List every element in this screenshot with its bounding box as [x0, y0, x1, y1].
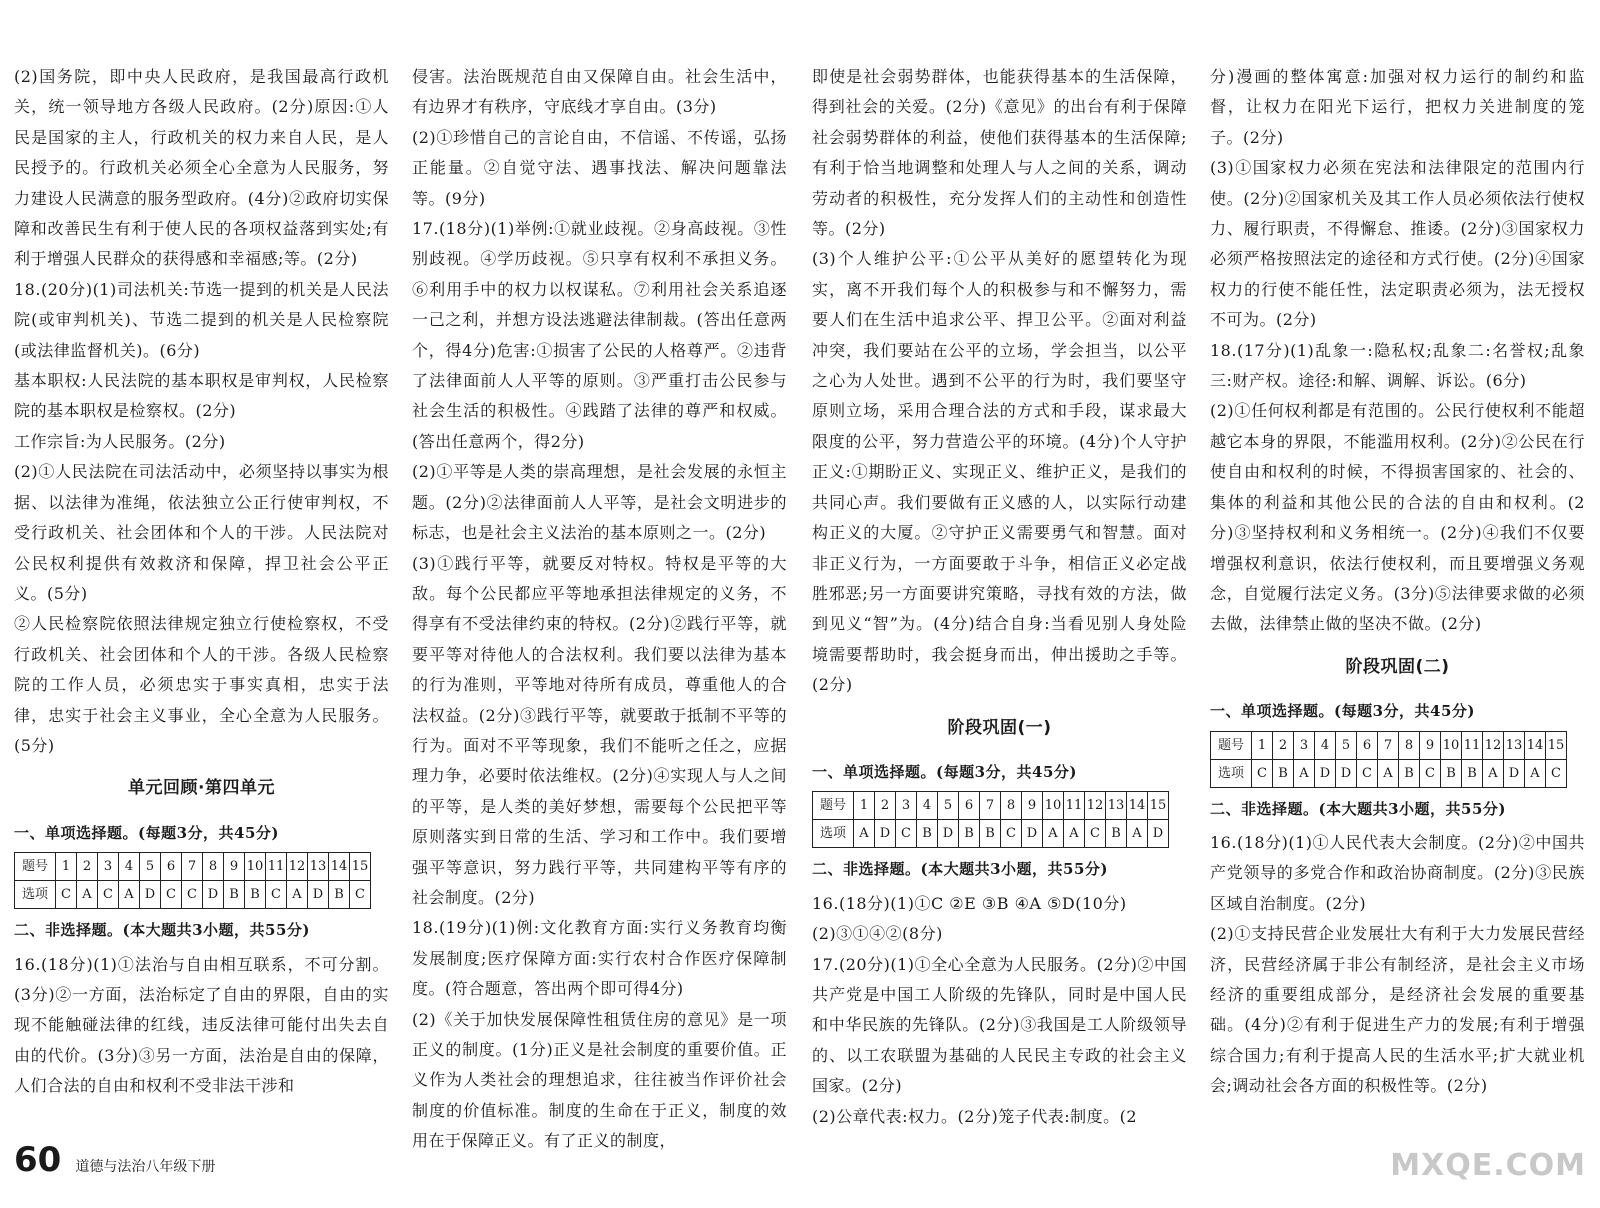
- question-number-cell: 3: [1294, 731, 1315, 759]
- answer-table: [812, 791, 1169, 848]
- paragraph: 基本职权:人民法院的基本职权是审判权，人民检察院的基本职权是检察权。(2分): [14, 371, 389, 421]
- answer-row-label: 选项: [1211, 759, 1252, 787]
- page-number: 60: [14, 1140, 62, 1180]
- question-number-cell: 4: [1315, 731, 1336, 759]
- paragraph: 即使是社会弱势群体，也能获得基本的生活保障，得到社会的关爱。(2分)《意见》的出台有利于保障社会弱势群体的利益，使他们获得基本的生活保障;有利于恰当地调整和处理人与人之间的关系，调动劳动者的积极性，充分发挥人们的主动性和创造性等。(2分): [812, 67, 1187, 239]
- question-number-row-label: 题号: [1211, 731, 1252, 759]
- paragraph: 17.(18分)(1)举例:①就业歧视。②身高歧视。③性别歧视。④学历歧视。⑤只享有权利不承担义务。⑥利用手中的权力以权谋私。⑦利用社会关系追逐一己之利，并想方设法逃避法律制裁。(答出任意两个，得4分)危害:①损害了公民的人格尊严。②违背了法律面前人人平等的原则。③严重打击公民参与社会生活的积极性。④践踏了法律的尊严和权威。(答出任意两个，得2分): [412, 219, 787, 451]
- watermark-logo: MXQE.COM: [1390, 1148, 1586, 1183]
- answer-cell: A: [1378, 759, 1399, 787]
- answer-cell: D: [203, 881, 224, 909]
- question-number-cell: 2: [77, 853, 98, 881]
- section-heading: 阶段巩固(一): [947, 717, 1052, 738]
- answer-cell: C: [896, 820, 917, 848]
- paragraph: (2)①珍惜自己的言论自由，不信谣、不传谣，弘扬正能量。②自觉守法、遇事找法、解决问题靠法等。(9分): [412, 127, 787, 208]
- question-number-cell: 14: [1525, 731, 1546, 759]
- question-number-cell: 11: [1064, 792, 1085, 820]
- paragraph: (2)①支持民营企业发展壮大有利于大力发展民营经济，民营经济属于非公有制经济，是社会主义市场经济的重要组成部分，是经济社会发展的重要基础。(4分)②有利于促进生产力的发展;有利于增强综合国力;有利于提高人民的生活水平;扩大就业机会;调动社会各方面的积极性等。(2分): [1210, 924, 1585, 1096]
- paragraph: 16.(18分)(1)①C ②E ③B ④A ⑤D(10分): [812, 893, 1127, 913]
- answer-cell: C: [1357, 759, 1378, 787]
- answer-cell: D: [1022, 820, 1043, 848]
- paragraph: (2)①人民法院在司法活动中，必须坚持以事实为根据、以法律为准绳，依法独立公正行使审判权，不受行政机关、社会团体和个人的干涉。人民法院对公民权利提供有效救济和保障，捍卫社会公平正义。(5分): [14, 462, 389, 603]
- answer-cell: A: [1064, 820, 1085, 848]
- question-number-row: [1211, 731, 1567, 759]
- paragraph: 17.(20分)(1)①全心全意为人民服务。(2分)②中国共产党是中国工人阶级的先锋队，同时是中国人民和中华民族的先锋队。(2分)③我国是工人阶级领导的、以工农联盟为基础的人民民主专政的社会主义国家。(2分): [812, 954, 1187, 1096]
- question-number-cell: 15: [350, 853, 371, 881]
- answer-cell: B: [245, 881, 266, 909]
- column-3: [812, 62, 1187, 1132]
- page-footer: [14, 1140, 215, 1180]
- answer-cell: C: [266, 881, 287, 909]
- answer-cell: B: [224, 881, 245, 909]
- paragraph: 18.(19分)(1)例:文化教育方面:实行义务教育均衡发展制度;医疗保障方面:实行农村合作医疗保障制度。(符合题意，答出两个即可得4分): [412, 918, 787, 999]
- question-number-cell: 1: [1252, 731, 1273, 759]
- question-number-cell: 9: [1022, 792, 1043, 820]
- answer-cell: D: [875, 820, 896, 848]
- question-number-cell: 13: [308, 853, 329, 881]
- section-heading: 阶段巩固(二): [1345, 656, 1450, 677]
- question-number-cell: 3: [896, 792, 917, 820]
- paragraph: ②人民检察院依照法律规定独立行使检察权，不受行政机关、社会团体和个人的干涉。各级人民检察院的工作人员，必须忠实于事实真相，忠实于法律，忠实于社会主义事业，全心全意为人民服务。(5分): [14, 614, 389, 755]
- paragraph: (2)《关于加快发展保障性租赁住房的意见》是一项正义的制度。(1分)正义是社会制度的重要价值。正义作为人类社会的理想追求，往往被当作评价社会制度的价值标准。制度的生命在于正义，制度的效用在于保障正义。有了正义的制度，: [412, 1009, 787, 1151]
- answer-table: [14, 852, 371, 909]
- answer-cell: B: [1399, 759, 1420, 787]
- question-number-cell: 10: [1043, 792, 1064, 820]
- section-title: 二、非选择题。(本大题共3小题，共55分): [812, 860, 1109, 879]
- answer-cell: C: [1546, 759, 1567, 787]
- column-1: [14, 62, 389, 1102]
- column-2: [412, 62, 787, 1157]
- paragraph: 16.(18分)(1)①法治与自由相互联系，不可分割。(3分)②一方面，法治标定了自由的界限，自由的实现不能触碰法律的红线，违反法律可能付出失去自由的代价。(3分)③另一方面，法治是自由的保障，人们合法的自由和权利不受非法干涉和: [14, 954, 389, 1096]
- question-number-row: [813, 792, 1169, 820]
- question-number-cell: 8: [1001, 792, 1022, 820]
- question-number-row-label: 题号: [15, 853, 56, 881]
- answer-cell: A: [1127, 820, 1148, 848]
- answer-cell: D: [1336, 759, 1357, 787]
- answer-cell: B: [959, 820, 980, 848]
- answer-cell: C: [98, 881, 119, 909]
- question-number-cell: 14: [1127, 792, 1148, 820]
- question-number-cell: 8: [203, 853, 224, 881]
- answer-cell: C: [1420, 759, 1441, 787]
- section-title: 一、单项选择题。(每题3分，共45分): [812, 762, 1078, 781]
- answer-row: [1211, 759, 1567, 787]
- question-number-cell: 7: [182, 853, 203, 881]
- section-title: 二、非选择题。(本大题共3小题，共55分): [14, 921, 311, 940]
- question-number-cell: 7: [980, 792, 1001, 820]
- paragraph: (2)③①④②(8分): [812, 924, 943, 944]
- question-number-cell: 10: [1441, 731, 1462, 759]
- answer-cell: B: [1273, 759, 1294, 787]
- answer-cell: B: [1441, 759, 1462, 787]
- question-number-cell: 14: [329, 853, 350, 881]
- question-number-cell: 13: [1106, 792, 1127, 820]
- question-number-cell: 6: [161, 853, 182, 881]
- answer-cell: D: [938, 820, 959, 848]
- section-heading: 单元回顾·第四单元: [128, 778, 275, 799]
- book-title: 道德与法治八年级下册: [75, 1159, 216, 1175]
- answer-cell: A: [1525, 759, 1546, 787]
- section-title: 一、单项选择题。(每题3分，共45分): [14, 823, 280, 842]
- answer-cell: C: [350, 881, 371, 909]
- answer-cell: C: [56, 881, 77, 909]
- section-title: 一、单项选择题。(每题3分，共45分): [1210, 702, 1476, 721]
- question-number-cell: 10: [245, 853, 266, 881]
- section-title: 二、非选择题。(本大题共3小题，共55分): [1210, 799, 1507, 818]
- answer-cell: C: [182, 881, 203, 909]
- paragraph: (3)①国家权力必须在宪法和法律限定的范围内行使。(2分)②国家机关及其工作人员必须依法行使权力、履行职责，不得懈怠、推诿。(2分)③国家权力必须严格按照法定的途径和方式行使。(2分)④国家权力的行使不能任性，法定职责必须为，法无授权不可为。(2分): [1210, 158, 1585, 330]
- question-number-cell: 4: [119, 853, 140, 881]
- question-number-cell: 1: [56, 853, 77, 881]
- question-number-cell: 5: [938, 792, 959, 820]
- answer-cell: A: [77, 881, 98, 909]
- question-number-cell: 7: [1378, 731, 1399, 759]
- question-number-cell: 1: [854, 792, 875, 820]
- question-number-cell: 12: [1483, 731, 1504, 759]
- paragraph: (3)个人维护公平:①公平从美好的愿望转化为现实，离不开我们每个人的积极参与和不懈努力，需要人们在生活中追求公平、捍卫公平。②面对利益冲突，我们要站在公平的立场，学会担当，以公平之心为人处世。遇到不公平的行为时，我们要坚守原则立场，采用合理合法的方式和手段，谋求最大限度的公平，努力营造公平的环境。(4分)个人守护正义:①期盼正义、实现正义、维护正义，是我们的共同心声。我们要做有正义感的人，以实际行动建构正义的大厦。②守护正义需要勇气和智慧。面对非正义行为，一方面要敢于斗争，相信正义必定战胜邪恶;另一方面要讲究策略，寻找有效的方法，做到见义“智”为。(4分)结合自身:当看见别人身处险境需要帮助时，我会挺身而出，伸出援助之手等。(2分): [812, 249, 1187, 695]
- question-number-cell: 5: [1336, 731, 1357, 759]
- answer-cell: B: [1462, 759, 1483, 787]
- paragraph: (2)①平等是人类的崇高理想，是社会发展的永恒主题。(2分)②法律面前人人平等，是社会文明进步的标志，也是社会主义法治的基本原则之一。(2分): [412, 462, 787, 543]
- question-number-cell: 12: [1085, 792, 1106, 820]
- answer-row: [15, 881, 371, 909]
- answer-cell: C: [161, 881, 182, 909]
- answer-cell: B: [980, 820, 1001, 848]
- answer-cell: D: [1148, 820, 1169, 848]
- answer-cell: A: [1043, 820, 1064, 848]
- answer-cell: D: [1315, 759, 1336, 787]
- question-number-cell: 11: [266, 853, 287, 881]
- paragraph: 16.(18分)(1)①人民代表大会制度。(2分)②中国共产党领导的多党合作和政治协商制度。(2分)③民族区域自治制度。(2分): [1210, 832, 1585, 913]
- paragraph: 18.(17分)(1)乱象一:隐私权;乱象二:名誉权;乱象三:财产权。途径:和解、调解、诉讼。(6分): [1210, 340, 1585, 391]
- question-number-cell: 2: [875, 792, 896, 820]
- paragraph: 工作宗旨:为人民服务。(2分): [14, 431, 226, 451]
- answer-cell: A: [1483, 759, 1504, 787]
- question-number-cell: 6: [959, 792, 980, 820]
- question-number-cell: 13: [1504, 731, 1525, 759]
- answer-cell: D: [140, 881, 161, 909]
- question-number-cell: 6: [1357, 731, 1378, 759]
- answer-cell: D: [308, 881, 329, 909]
- answer-cell: C: [1001, 820, 1022, 848]
- question-number-cell: 11: [1462, 731, 1483, 759]
- paragraph: (2)公章代表:权力。(2分)笼子代表:制度。(2: [812, 1106, 1138, 1126]
- answer-cell: C: [1252, 759, 1273, 787]
- answer-row-label: 选项: [813, 820, 854, 848]
- question-number-cell: 4: [917, 792, 938, 820]
- answer-cell: A: [1294, 759, 1315, 787]
- question-number-cell: 2: [1273, 731, 1294, 759]
- paragraph: (2)国务院，即中央人民政府，是我国最高行政机关，统一领导地方各级人民政府。(2分)原因:①人民是国家的主人，行政机关的权力来自人民，是人民授予的。行政机关必须全心全意为人民服务，努力建设人民满意的服务型政府。(4分)②政府切实保障和改善民生有利于使人民的各项权益落到实处;有利于增强人民群众的获得感和幸福感;等。(2分): [14, 67, 389, 269]
- question-number-row: [15, 853, 371, 881]
- question-number-cell: 12: [287, 853, 308, 881]
- question-number-cell: 15: [1148, 792, 1169, 820]
- question-number-cell: 8: [1399, 731, 1420, 759]
- answer-table: [1210, 731, 1567, 788]
- paragraph: (2)①任何权利都是有范围的。公民行使权利不能超越它本身的界限，不能滥用权利。(2分)②公民在行使自由和权利的时候，不得损害国家的、社会的、集体的利益和其他公民的合法的自由和权利。(2分)③坚持权利和义务相统一。(2分)④我们不仅要增强权利意识，依法行使权利，而且要增强义务观念，自觉履行法定义务。(3分)⑤法律要求做的必须去做，法律禁止做的坚决不做。(2分): [1210, 401, 1585, 634]
- answer-cell: D: [1504, 759, 1525, 787]
- answer-cell: B: [1106, 820, 1127, 848]
- answer-row-label: 选项: [15, 881, 56, 909]
- question-number-cell: 9: [1420, 731, 1441, 759]
- paragraph: (3)①践行平等，就要反对特权。特权是平等的大敌。每个公民都应平等地承担法律规定的义务，不得享有不受法律约束的特权。(2分)②践行平等，就要平等对待他人的合法权利。我们要以法律为基本的行为准则，平等地对待所有成员，尊重他人的合法权益。(2分)③践行平等，就要敢于抵制不平等的行为。面对不平等现象，我们不能听之任之，应据理力争，必要时依法维权。(2分)④实现人与人之间的平等，是人类的美好梦想，需要每个公民把平等原则落实到日常的生活、学习和工作中。我们要增强平等意识，努力践行平等，共同建构平等有序的社会制度。(2分): [412, 553, 787, 907]
- question-number-row-label: 题号: [813, 792, 854, 820]
- question-number-cell: 5: [140, 853, 161, 881]
- answer-cell: B: [917, 820, 938, 848]
- paragraph: 分)漫画的整体寓意:加强对权力运行的制约和监督，让权力在阳光下运行，把权力关进制度的笼子。(2分): [1210, 67, 1585, 147]
- answer-cell: C: [1085, 820, 1106, 848]
- answer-cell: A: [287, 881, 308, 909]
- question-number-cell: 3: [98, 853, 119, 881]
- answer-cell: B: [329, 881, 350, 909]
- paragraph: 侵害。法治既规范自由又保障自由。社会生活中，有边界才有秩序，守底线才享自由。(3分): [412, 67, 787, 117]
- column-4: [1210, 62, 1585, 1102]
- answer-cell: A: [119, 881, 140, 909]
- answer-cell: A: [854, 820, 875, 848]
- paragraph: 18.(20分)(1)司法机关:节选一提到的机关是人民法院(或审判机关)、节选二提到的机关是人民检察院(或法律监督机关)。(6分): [14, 279, 389, 360]
- answer-row: [813, 820, 1169, 848]
- question-number-cell: 9: [224, 853, 245, 881]
- question-number-cell: 15: [1546, 731, 1567, 759]
